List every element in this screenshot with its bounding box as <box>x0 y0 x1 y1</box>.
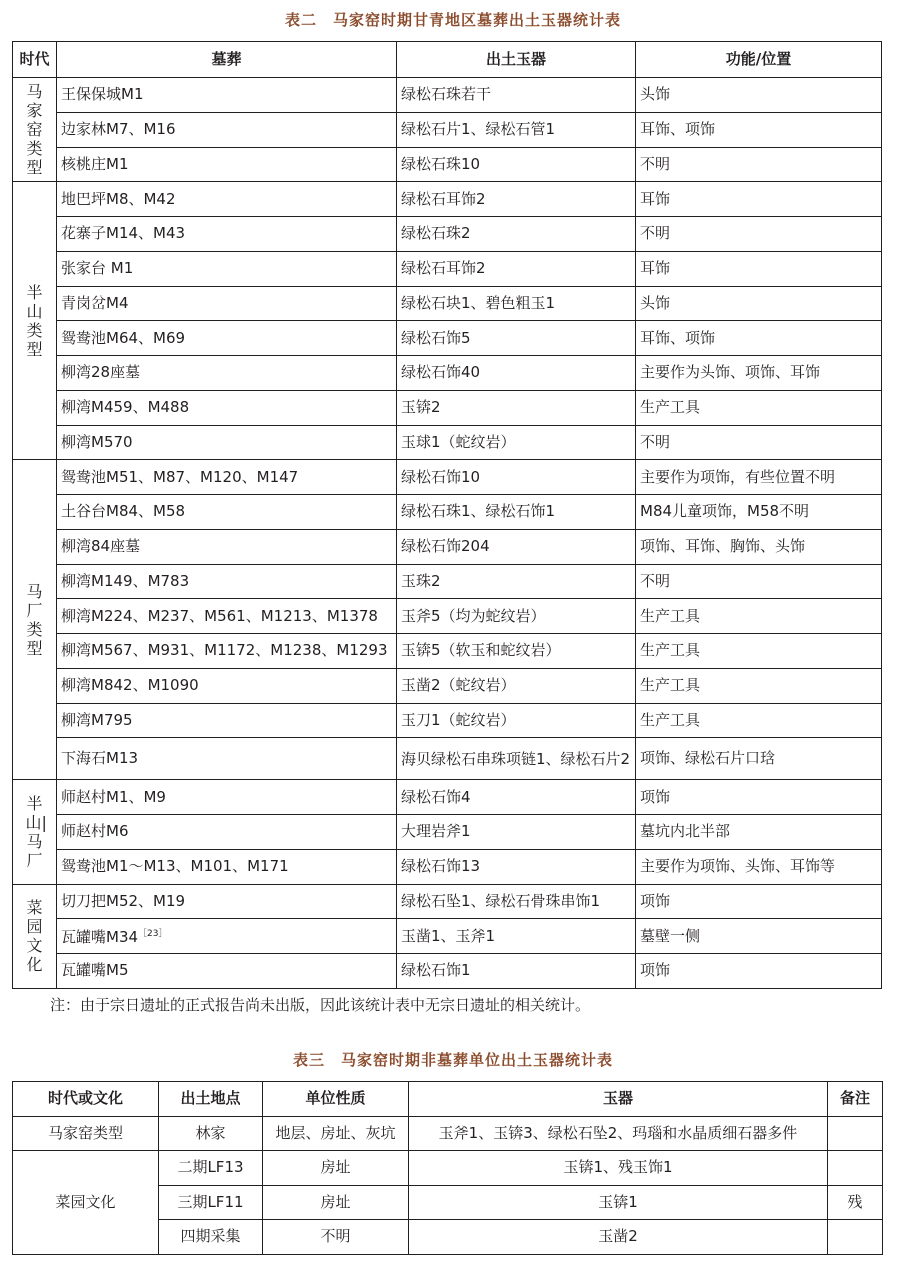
jade-items-cell <box>397 919 636 954</box>
burial-text: 柳湾M149、M783 <box>61 571 190 590</box>
burial-cell <box>57 390 397 425</box>
function-text: 不明 <box>640 224 671 243</box>
burial-cell <box>57 460 397 495</box>
burial-cell <box>57 564 397 599</box>
burial-cell <box>57 251 397 286</box>
burial-cell <box>57 495 397 530</box>
function-text: 墓坑内北半部 <box>640 822 731 841</box>
table2-row <box>13 599 882 634</box>
table2-row <box>13 738 882 780</box>
burial-text: 柳湾M567、M931、M1172、M1238、M1293 <box>61 641 388 660</box>
jade-items-text: 玉锛5（软玉和蛇纹岩） <box>401 641 561 660</box>
burial-cell <box>57 668 397 703</box>
jade-burials-table <box>12 41 882 989</box>
table2-note: 注：由于宗日遗址的正式报告尚未出版，因此该统计表中无宗日遗址的相关统计。 <box>50 996 591 1014</box>
table3-header-row <box>13 1082 883 1117</box>
jade-items-cell: 玉锛1、残玉饰1 <box>409 1151 828 1186</box>
table2-row <box>13 954 882 989</box>
function-cell <box>636 112 882 147</box>
location-cell: 二期LF13 <box>159 1151 263 1186</box>
burial-text: 柳湾M795 <box>61 710 133 729</box>
table2-row <box>13 356 882 391</box>
table3-header-cell: 时代或文化 <box>13 1082 159 1117</box>
function-text: 不明 <box>640 432 671 451</box>
remark-cell <box>828 1151 883 1186</box>
function-text: M84儿童项饰，M58不明 <box>640 502 810 521</box>
period-cell <box>13 884 57 988</box>
table3-header-cell: 玉器 <box>409 1082 828 1117</box>
burial-text: 核桃庄M1 <box>61 154 129 173</box>
jade-items-cell <box>397 884 636 919</box>
jade-items-text: 绿松石饰5 <box>401 328 471 347</box>
jade-items-cell <box>397 599 636 634</box>
table2-row <box>13 251 882 286</box>
period-label: 菜园文化 <box>26 898 43 975</box>
jade-items-text: 大理岩斧1 <box>401 822 471 841</box>
jade-items-cell <box>397 738 636 780</box>
burial-cell <box>57 147 397 182</box>
culture-cell: 马家窑类型 <box>13 1116 159 1151</box>
table2-row <box>13 668 882 703</box>
table3-header-cell: 单位性质 <box>263 1082 409 1117</box>
function-text: 耳饰、项饰 <box>640 328 716 347</box>
burial-cell <box>57 356 397 391</box>
burial-text: 柳湾M224、M237、M561、M1213、M1378 <box>61 606 378 625</box>
jade-items-text: 绿松石块1、碧色粗玉1 <box>401 293 556 312</box>
function-text: 项饰 <box>640 787 671 806</box>
jade-items-text: 绿松石珠若干 <box>401 85 492 104</box>
table2-row <box>13 815 882 850</box>
burial-cell <box>57 78 397 113</box>
table2-row <box>13 321 882 356</box>
period-cell <box>13 460 57 780</box>
burial-cell <box>57 286 397 321</box>
jade-items-text: 绿松石饰13 <box>401 857 481 876</box>
remark-cell: 残 <box>828 1185 883 1220</box>
jade-items-text: 绿松石珠10 <box>401 154 481 173</box>
jade-items-cell <box>397 182 636 217</box>
jade-items-cell <box>397 495 636 530</box>
function-text: 项饰、耳饰、胸饰、头饰 <box>640 537 806 556</box>
function-text: 耳饰、项饰 <box>640 120 716 139</box>
function-text: 项饰、绿松石片口琀 <box>640 749 776 768</box>
burial-cell <box>57 849 397 884</box>
location-cell: 三期LF11 <box>159 1185 263 1220</box>
function-cell <box>636 495 882 530</box>
function-text: 生产工具 <box>640 606 701 625</box>
burial-text: 柳湾M459、M488 <box>61 398 190 417</box>
function-text: 墓壁一侧 <box>640 926 701 945</box>
location-cell: 四期采集 <box>159 1220 263 1255</box>
function-cell <box>636 251 882 286</box>
table2-row <box>13 425 882 460</box>
table2-row <box>13 78 882 113</box>
burial-text: 师赵村M6 <box>61 822 129 841</box>
burial-text: 柳湾84座墓 <box>61 537 141 556</box>
burial-cell <box>57 634 397 669</box>
function-cell <box>636 425 882 460</box>
jade-items-cell <box>397 634 636 669</box>
period-cell <box>13 78 57 182</box>
table2-row <box>13 460 882 495</box>
unit-type-cell: 地层、房址、灰坑 <box>263 1116 409 1151</box>
function-cell <box>636 780 882 815</box>
jade-items-cell <box>397 425 636 460</box>
jade-items-cell <box>397 217 636 252</box>
remark-cell <box>828 1116 883 1151</box>
table2-header-cell: 功能/位置 <box>636 42 882 78</box>
jade-items-cell <box>397 460 636 495</box>
table2-row <box>13 390 882 425</box>
burial-cell <box>57 954 397 989</box>
function-text: 生产工具 <box>640 710 701 729</box>
table2-header-cell: 出土玉器 <box>397 42 636 78</box>
table2-row <box>13 564 882 599</box>
function-cell <box>636 954 882 989</box>
table2-row <box>13 182 882 217</box>
unit-type-cell: 房址 <box>263 1151 409 1186</box>
table2-row <box>13 147 882 182</box>
table2-caption: 表二 马家窑时期甘青地区墓葬出土玉器统计表 <box>284 11 621 29</box>
burial-text: 鸳鸯池M64、M69 <box>61 328 186 347</box>
jade-items-text: 绿松石坠1、绿松石骨珠串饰1 <box>401 891 601 910</box>
burial-cell <box>57 780 397 815</box>
table2-header-row <box>13 42 882 78</box>
jade-items-cell <box>397 668 636 703</box>
function-cell <box>636 321 882 356</box>
jade-items-text: 绿松石饰204 <box>401 537 490 556</box>
jade-items-cell <box>397 529 636 564</box>
burial-text: 王保保城M1 <box>61 85 144 104</box>
location-cell: 林家 <box>159 1116 263 1151</box>
function-text: 生产工具 <box>640 398 701 417</box>
jade-items-cell <box>397 286 636 321</box>
citation-mark: ［23］ <box>138 929 168 940</box>
jade-items-text: 绿松石耳饰2 <box>401 189 486 208</box>
function-cell <box>636 147 882 182</box>
jade-items-cell <box>397 564 636 599</box>
remark-cell <box>828 1220 883 1255</box>
burial-text: 柳湾M842、M1090 <box>61 676 199 695</box>
function-text: 生产工具 <box>640 676 701 695</box>
burial-cell <box>57 321 397 356</box>
jade-items-text: 绿松石饰4 <box>401 787 471 806</box>
function-text: 耳饰 <box>640 189 671 208</box>
table2-row <box>13 919 882 954</box>
burial-cell <box>57 919 397 954</box>
table3-row <box>13 1116 883 1151</box>
function-text: 主要作为头饰、项饰、耳饰 <box>640 363 821 382</box>
jade-items-cell: 玉锛1 <box>409 1185 828 1220</box>
burial-cell <box>57 112 397 147</box>
period-label: 马家窑类型 <box>26 82 43 178</box>
table2-row <box>13 495 882 530</box>
burial-cell <box>57 529 397 564</box>
function-cell <box>636 529 882 564</box>
burial-text: 鸳鸯池M1～M13、M101、M171 <box>61 857 289 876</box>
jade-items-cell <box>397 780 636 815</box>
function-text: 主要作为项饰、头饰、耳饰等 <box>640 857 836 876</box>
function-text: 头饰 <box>640 293 671 312</box>
period-label: 半山类型 <box>26 282 43 359</box>
burial-cell <box>57 217 397 252</box>
function-cell <box>636 884 882 919</box>
burial-text: 边家林M7、M16 <box>61 120 176 139</box>
function-cell <box>636 564 882 599</box>
burial-text: 师赵村M1、M9 <box>61 787 166 806</box>
table2-header-cell: 墓葬 <box>57 42 397 78</box>
function-cell <box>636 703 882 738</box>
table2-row <box>13 849 882 884</box>
jade-items-cell: 玉斧1、玉锛3、绿松石坠2、玛瑙和水晶质细石器多件 <box>409 1116 828 1151</box>
table2-row <box>13 703 882 738</box>
jade-items-text: 绿松石珠2 <box>401 224 471 243</box>
table2-row <box>13 529 882 564</box>
jade-items-cell <box>397 321 636 356</box>
jade-items-text: 绿松石片1、绿松石管1 <box>401 120 556 139</box>
burial-text: 土谷台M84、M58 <box>61 502 186 521</box>
unit-type-cell: 房址 <box>263 1185 409 1220</box>
jade-items-text: 绿松石珠1、绿松石饰1 <box>401 502 556 521</box>
function-text: 不明 <box>640 154 671 173</box>
jade-items-cell <box>397 703 636 738</box>
jade-items-text: 玉珠2 <box>401 571 441 590</box>
function-text: 生产工具 <box>640 641 701 660</box>
function-cell <box>636 356 882 391</box>
jade-items-text: 绿松石饰40 <box>401 363 481 382</box>
culture-cell: 菜园文化 <box>13 1151 159 1255</box>
table3-header-cell: 出土地点 <box>159 1082 263 1117</box>
burial-cell <box>57 815 397 850</box>
table3-caption: 表三 马家窑时期非墓葬单位出土玉器统计表 <box>292 1051 613 1069</box>
jade-items-text: 绿松石耳饰2 <box>401 259 486 278</box>
jade-items-cell <box>397 390 636 425</box>
burial-cell <box>57 703 397 738</box>
jade-items-cell <box>397 112 636 147</box>
burial-text: 切刀把M52、M19 <box>61 891 186 910</box>
function-cell <box>636 182 882 217</box>
table2-row <box>13 217 882 252</box>
function-cell <box>636 668 882 703</box>
function-cell <box>636 738 882 780</box>
function-text: 头饰 <box>640 85 671 104</box>
period-cell <box>13 182 57 460</box>
jade-items-cell: 玉凿2 <box>409 1220 828 1255</box>
jade-items-text: 玉凿2（蛇纹岩） <box>401 676 516 695</box>
function-cell <box>636 815 882 850</box>
table2-row <box>13 634 882 669</box>
period-label: 马厂类型 <box>26 581 43 658</box>
table2-row <box>13 286 882 321</box>
burial-text: 瓦罐嘴M34 <box>61 928 139 947</box>
table3-row <box>13 1151 883 1186</box>
non-burial-jade-table <box>12 1081 883 1255</box>
jade-items-text: 玉锛2 <box>401 398 441 417</box>
unit-type-cell: 不明 <box>263 1220 409 1255</box>
jade-items-text: 海贝绿松石串珠项链1、绿松石片2 <box>401 749 631 768</box>
table2-row <box>13 780 882 815</box>
function-cell <box>636 460 882 495</box>
function-cell <box>636 634 882 669</box>
burial-text: 鸳鸯池M51、M87、M120、M147 <box>61 467 299 486</box>
function-cell <box>636 599 882 634</box>
burial-text: 下海石M13 <box>61 749 139 768</box>
table2-row <box>13 884 882 919</box>
burial-text: 花寨子M14、M43 <box>61 224 186 243</box>
period-cell <box>13 780 57 884</box>
function-cell <box>636 390 882 425</box>
jade-items-text: 玉凿1、玉斧1 <box>401 926 496 945</box>
function-cell <box>636 78 882 113</box>
table2-header-cell: 时代 <box>13 42 57 78</box>
function-text: 不明 <box>640 571 671 590</box>
function-cell <box>636 286 882 321</box>
jade-items-cell <box>397 147 636 182</box>
jade-items-cell <box>397 356 636 391</box>
burial-text: 张家台 M1 <box>61 259 134 278</box>
function-text: 耳饰 <box>640 259 671 278</box>
function-cell <box>636 849 882 884</box>
burial-text: 地巴坪M8、M42 <box>61 189 176 208</box>
burial-text: 柳湾M570 <box>61 432 133 451</box>
function-text: 主要作为项饰，有些位置不明 <box>640 467 836 486</box>
burial-cell <box>57 425 397 460</box>
table2-row <box>13 112 882 147</box>
burial-cell <box>57 599 397 634</box>
jade-items-text: 绿松石饰10 <box>401 467 481 486</box>
function-cell <box>636 919 882 954</box>
jade-items-cell <box>397 78 636 113</box>
jade-items-text: 玉斧5（均为蛇纹岩） <box>401 606 546 625</box>
period-label: 半山|马厂 <box>25 793 47 870</box>
function-cell <box>636 217 882 252</box>
jade-items-text: 绿松石饰1 <box>401 961 471 980</box>
jade-items-text: 玉球1（蛇纹岩） <box>401 432 516 451</box>
jade-items-cell <box>397 849 636 884</box>
jade-items-cell <box>397 815 636 850</box>
function-text: 项饰 <box>640 891 671 910</box>
burial-cell <box>57 182 397 217</box>
burial-text: 柳湾28座墓 <box>61 363 141 382</box>
function-text: 项饰 <box>640 961 671 980</box>
jade-items-cell <box>397 251 636 286</box>
burial-text: 瓦罐嘴M5 <box>61 961 129 980</box>
burial-cell <box>57 884 397 919</box>
table3-header-cell: 备注 <box>828 1082 883 1117</box>
burial-cell <box>57 738 397 780</box>
jade-items-cell <box>397 954 636 989</box>
jade-items-text: 玉刀1（蛇纹岩） <box>401 710 516 729</box>
burial-text: 青岗岔M4 <box>61 293 129 312</box>
